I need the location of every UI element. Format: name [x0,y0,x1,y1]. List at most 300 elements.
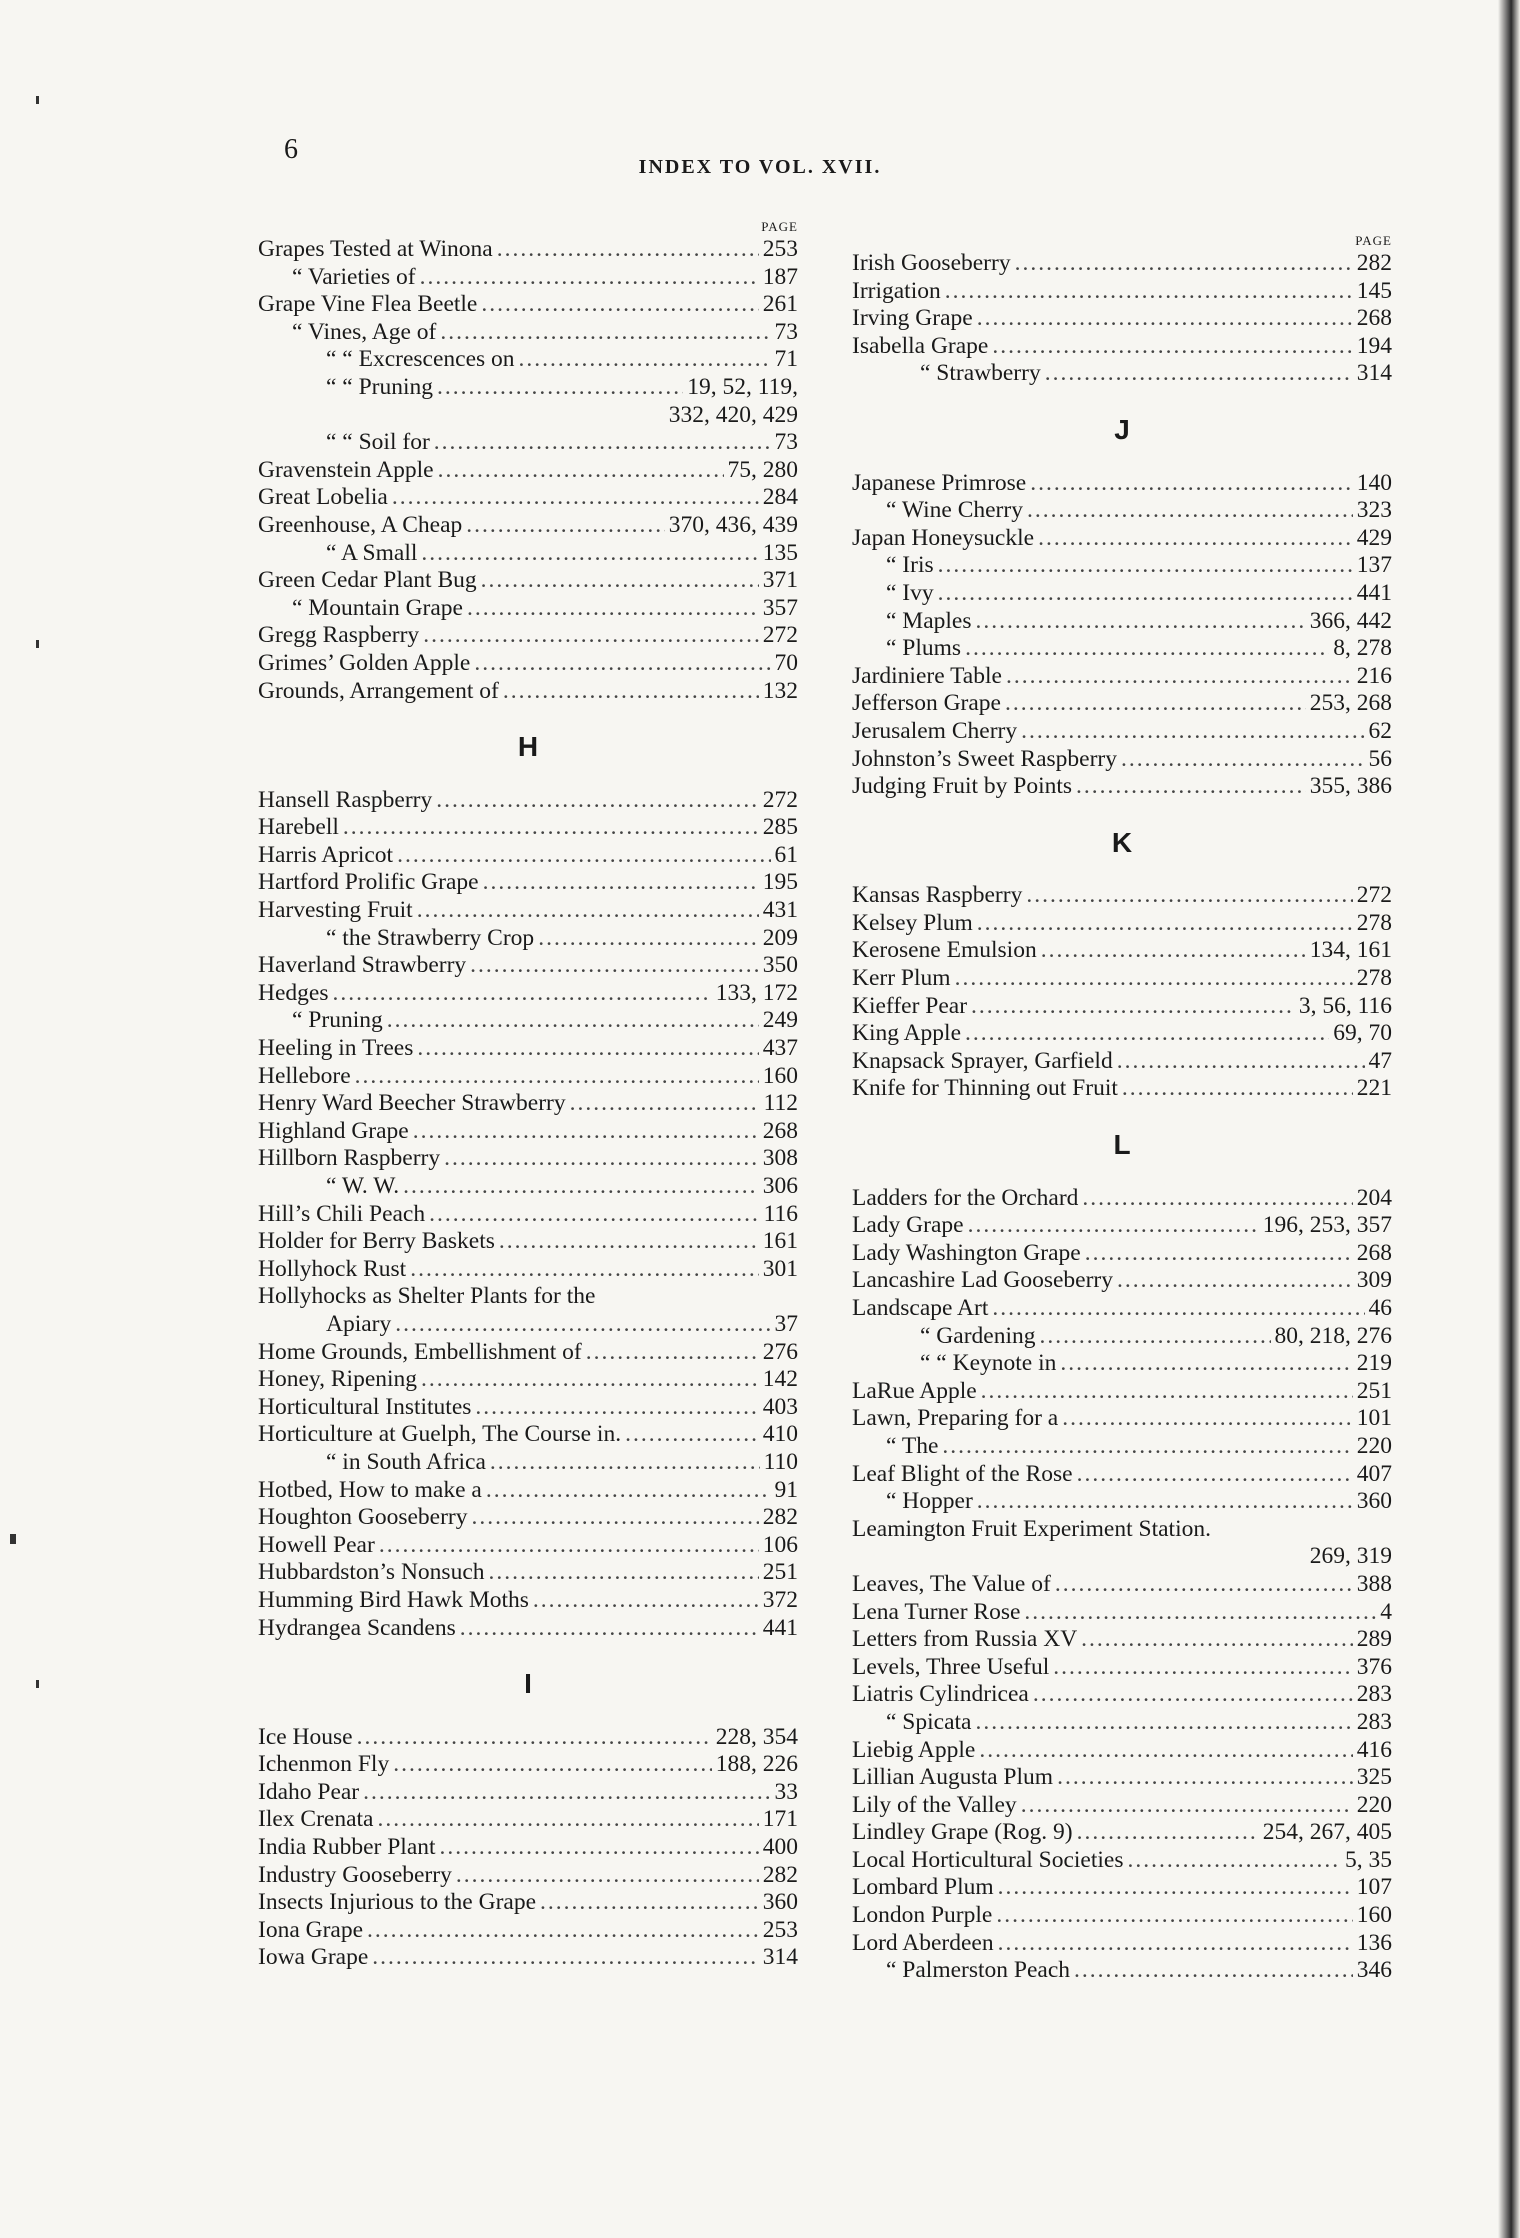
entry-title: Kerr Plum [852,965,951,992]
entry-page-numbers: 376 [1356,1653,1392,1680]
dot-leader [955,965,1353,993]
dot-leader [965,635,1329,663]
entry-page-numbers: 309 [1356,1267,1392,1294]
index-entry [258,897,798,925]
index-entry [258,650,798,678]
index-entry [258,484,798,512]
entry-title: Harebell [258,814,339,841]
entry-page-numbers: 33 [774,1778,798,1805]
entry-title: Local Horticultural Societies [852,1846,1124,1873]
entry-title: Hill’s Chili Peach [258,1200,426,1227]
index-entry [258,1035,798,1063]
entry-title: Home Grounds, Embellishment of [258,1338,582,1365]
entry-page-numbers: 360 [762,1889,798,1916]
dot-leader [1057,1764,1353,1792]
entry-page-numbers: 282 [1356,250,1392,276]
dot-leader [1127,1847,1341,1875]
entry-page-numbers: 133, 172 [715,979,798,1006]
dot-leader [343,814,759,842]
entry-page-numbers: 5, 35 [1345,1846,1392,1873]
index-entry [852,993,1392,1021]
entry-title: Hollyhock Rust [258,1255,407,1282]
entry-title: Ilex Crenata [258,1806,374,1833]
entry-title: Japanese Primrose [852,469,1027,496]
dot-leader [992,333,1352,361]
index-entry [258,236,798,264]
index-entry [852,305,1392,333]
index-entry [852,910,1392,938]
dot-leader [971,993,1295,1021]
entry-page-numbers: 360 [1356,1488,1392,1515]
dot-leader [977,305,1353,333]
entry-page-numbers: 112 [763,1090,798,1117]
index-entry [258,512,798,540]
index-entry [258,1256,798,1284]
index-entry [852,937,1392,965]
index-entry [258,291,798,319]
index-entry [852,278,1392,306]
entry-page-numbers: 46 [1368,1295,1392,1321]
section-heading-i: I [524,1668,532,1700]
entry-title: Horticulture at Guelph, The Course in. [258,1421,622,1448]
entry-title: “ Pruning [292,1007,383,1034]
index-entry [258,814,798,842]
dot-leader [977,910,1353,938]
entry-page-numbers: 19, 52, 119, [687,373,798,400]
index-entry [258,1283,798,1311]
dot-leader [474,650,770,678]
entry-page-numbers: 116 [763,1200,798,1227]
entry-page-numbers: 283 [1356,1681,1392,1708]
dot-leader [965,1020,1329,1048]
entry-page-numbers: 276 [762,1338,798,1365]
dot-leader [475,1394,758,1422]
section-heading-j: J [1114,413,1130,445]
index-column-left [258,218,798,1972]
entry-title: Hydrangea Scandens [258,1614,456,1641]
index-entry [258,980,798,1008]
entry-title: Greenhouse, A Cheap [258,511,463,538]
entry-page-numbers: 407 [1356,1460,1392,1487]
entry-title: Leaves, The Value of [852,1570,1051,1597]
entry-title: Japan Honeysuckle [852,524,1035,551]
entry-title: Irish Gooseberry [852,250,1011,276]
entry-page-numbers: 261 [762,291,798,318]
dot-leader [497,236,759,264]
dot-leader [434,429,771,457]
entry-page-numbers: 403 [762,1393,798,1420]
entry-title: Horticultural Institutes [258,1393,472,1420]
dot-leader [1117,1048,1365,1076]
entry-page-numbers: 278 [1356,909,1392,936]
entry-page-numbers: 137 [1356,552,1392,579]
entry-title: Liatris Cylindricea [852,1681,1029,1708]
dot-leader [397,842,770,870]
entry-title: Kieffer Pear [852,992,968,1019]
index-entry [258,457,798,485]
entry-title: “ Iris [886,552,934,579]
dot-leader [486,1477,771,1505]
entry-title: “ the Strawberry Crop [326,924,535,951]
entry-page-numbers: 282 [762,1861,798,1888]
dot-leader [413,1118,759,1146]
index-entry [258,1615,798,1643]
index-entry [258,1228,798,1256]
dot-leader [372,1944,758,1972]
entry-page-numbers: 132 [762,677,798,704]
entry-page-numbers: 283 [1356,1708,1392,1735]
index-entry [852,1681,1392,1709]
entry-title: “ A Small [326,539,418,566]
index-entry [852,635,1392,663]
section-heading-h: H [517,731,539,763]
entry-title: Howell Pear [258,1531,375,1558]
index-entry [852,1020,1392,1048]
dot-leader [1117,1267,1353,1295]
entry-title: Hedges [258,979,329,1006]
entry-title: Hollyhocks as Shelter Plants for the [258,1283,596,1310]
dot-leader [420,264,759,292]
entry-title: “ Maples [886,607,972,634]
entry-page-numbers: 145 [1356,277,1392,304]
index-entry [852,1240,1392,1268]
entry-page-numbers: 56 [1368,745,1392,772]
dot-leader [466,512,664,540]
entry-page-numbers: 3, 56, 116 [1298,992,1392,1019]
dot-leader [367,1917,759,1945]
entry-page-numbers: 308 [762,1145,798,1172]
dot-leader [938,580,1353,608]
index-entry [852,360,1392,388]
index-entry [852,1488,1392,1516]
entry-title: Grounds, Arrangement of [258,677,499,704]
index-entry [258,622,798,650]
index-entry [258,1751,798,1779]
entry-title: Hubbardston’s Nonsuch [258,1559,485,1586]
entry-page-numbers: 228, 354 [715,1723,798,1750]
entry-title: Industry Gooseberry [258,1861,452,1888]
dot-leader [1121,746,1364,774]
entry-page-numbers: 251 [762,1559,798,1586]
dot-leader [1077,1461,1353,1489]
dot-leader [393,1751,712,1779]
index-entry [852,1295,1392,1323]
entry-title: Lillian Augusta Plum [852,1764,1054,1791]
index-entry [852,1571,1392,1599]
index-entry [258,842,798,870]
entry-page-numbers: 301 [762,1255,798,1282]
scan-binding-edge [1498,0,1520,2238]
index-entry [258,1394,798,1422]
entry-title: “ “ Keynote in [920,1350,1057,1377]
dot-leader [1053,1654,1352,1682]
index-column-right [852,232,1392,1985]
dot-leader [538,925,759,953]
entry-page-numbers: 357 [762,594,798,621]
dot-leader [1060,1350,1352,1378]
index-entry [258,787,798,815]
entry-title: Highland Grape [258,1117,409,1144]
index-entry [258,1862,798,1890]
dot-leader [392,484,759,512]
entry-title: Ichenmon Fly [258,1751,390,1778]
index-entry [852,1847,1392,1875]
index-entry [852,1461,1392,1489]
index-entry [852,1378,1392,1406]
dot-leader [1074,1957,1353,1985]
entry-title: “ Plums [886,635,962,662]
entry-page-numbers: 332, 420, 429 [668,401,798,428]
dot-leader [379,1532,759,1560]
entry-title: Heeling in Trees [258,1035,414,1062]
entry-page-numbers: 140 [1356,469,1392,496]
index-entry [852,1957,1392,1985]
index-entry [852,1543,1392,1571]
index-entry [852,1516,1392,1544]
entry-title: Hillborn Raspberry [258,1145,441,1172]
index-entry [852,1930,1392,1958]
index-entry [852,1212,1392,1240]
entry-title: Humming Bird Hawk Moths [258,1586,529,1613]
entry-title: Holder for Berry Baskets [258,1228,495,1255]
entry-title: Kelsey Plum [852,909,973,936]
entry-title: Idaho Pear [258,1778,360,1805]
section-heading-l: L [1113,1129,1131,1161]
entry-title: Iona Grape [258,1916,364,1943]
entry-title: Grapes Tested at Winona [258,236,493,262]
dot-leader [395,1311,770,1339]
index-entry [852,552,1392,580]
entry-title: Hansell Raspberry [258,786,433,813]
entry-title: Hartford Prolific Grape [258,869,479,896]
entry-page-numbers: 323 [1356,497,1392,524]
index-entry [852,965,1392,993]
entry-page-numbers: 37 [774,1310,798,1337]
dot-leader [1015,250,1353,278]
index-entry [852,497,1392,525]
entry-page-numbers: 73 [774,429,798,456]
entry-page-numbers: 219 [1356,1350,1392,1377]
index-entry [852,1902,1392,1930]
entry-page-numbers: 282 [762,1504,798,1531]
index-entry [258,1587,798,1615]
entry-title: Haverland Strawberry [258,952,467,979]
dot-leader [357,1724,712,1752]
entry-title: Knapsack Sprayer, Garfield [852,1047,1113,1074]
index-entry [852,580,1392,608]
dot-leader [417,897,759,925]
entry-title: “ Varieties of [292,263,416,290]
entry-page-numbers: 160 [762,1062,798,1089]
dot-leader [945,278,1353,306]
dot-leader [1040,1323,1271,1351]
dot-leader [377,1806,758,1834]
entry-title: Lady Grape [852,1212,964,1239]
running-head: INDEX TO VOL. XVII. [638,156,882,178]
entry-title: Johnston’s Sweet Raspberry [852,745,1118,772]
dot-leader [533,1587,759,1615]
entry-title: LaRue Apple [852,1377,977,1404]
dot-leader [440,319,770,347]
dot-leader [1030,470,1353,498]
index-entry [852,718,1392,746]
entry-title: Leaf Blight of the Rose [852,1460,1073,1487]
dot-leader [979,1737,1352,1765]
entry-title: Kansas Raspberry [852,882,1023,909]
entry-title: “ The [886,1432,939,1459]
entry-page-numbers: 187 [762,263,798,290]
entry-page-numbers: 410 [762,1421,798,1448]
entry-title: “ Mountain Grape [292,594,463,621]
entry-title: Grape Vine Flea Beetle [258,291,478,318]
entry-page-numbers: 284 [762,484,798,511]
entry-page-numbers: 429 [1356,524,1392,551]
entry-title: “ “ Excrescences on [326,346,515,373]
index-entry [258,540,798,568]
entry-page-numbers: 80, 218, 276 [1274,1322,1392,1349]
index-entry [258,1007,798,1035]
index-entry [258,402,798,430]
entry-page-numbers: 437 [762,1035,798,1062]
dot-leader [423,622,759,650]
dot-leader [438,457,724,485]
dot-leader [938,552,1353,580]
section-heading-k: K [1111,826,1133,858]
entry-title: “ Vines, Age of [292,318,437,345]
entry-title: Jefferson Grape [852,690,1001,717]
index-entry [258,264,798,292]
entry-page-numbers: 314 [1356,360,1392,387]
index-entry [258,1118,798,1146]
entry-title: Leamington Fruit Experiment Station. [852,1515,1211,1542]
entry-title: London Purple [852,1902,993,1929]
dot-leader [1041,937,1306,965]
entry-title: Honey, Ripening [258,1366,418,1393]
entry-title: Liebig Apple [852,1736,976,1763]
entry-page-numbers: 254, 267, 405 [1262,1819,1392,1846]
dot-leader [1122,1075,1353,1103]
entry-page-numbers: 441 [1356,579,1392,606]
dot-leader [483,869,759,897]
index-entry [852,1626,1392,1654]
index-entry [258,1834,798,1862]
dot-leader [1005,690,1306,718]
index-entry [258,1449,798,1477]
entry-page-numbers: 253 [762,236,798,262]
index-entry [258,1339,798,1367]
index-entry [852,470,1392,498]
entry-page-numbers: 71 [774,346,798,373]
index-entry [258,1201,798,1229]
index-entry [258,429,798,457]
index-entry [852,1737,1392,1765]
index-entry [852,1350,1392,1378]
dot-leader [586,1339,759,1367]
dot-leader [460,1615,759,1643]
dot-leader [1081,1626,1353,1654]
index-entry [852,746,1392,774]
index-entry [258,374,798,402]
entry-title: Great Lobelia [258,484,388,511]
entry-page-numbers: 285 [762,814,798,841]
entry-page-numbers: 355, 386 [1309,773,1392,800]
index-entry [852,690,1392,718]
dot-leader [992,1295,1364,1323]
entry-page-numbers: 306 [762,1173,798,1199]
dot-leader [977,1488,1353,1516]
entry-page-numbers: 4 [1380,1598,1392,1625]
entry-page-numbers: 160 [1356,1902,1392,1929]
entry-page-numbers: 251 [1356,1377,1392,1404]
entry-title: Harris Apricot [258,841,394,868]
entry-title: “ “ Soil for [326,429,430,456]
index-entry [258,1532,798,1560]
page-column-label: PAGE [1355,233,1392,248]
entry-page-numbers: 188, 226 [715,1751,798,1778]
entry-title: Gregg Raspberry [258,622,420,649]
entry-page-numbers: 142 [762,1366,798,1393]
entry-page-numbers: 195 [762,869,798,896]
dot-leader [429,1201,760,1229]
entry-page-numbers: 161 [762,1228,798,1255]
entry-page-numbers: 350 [762,952,798,979]
entry-page-numbers: 372 [762,1586,798,1613]
scan-speck [36,96,39,104]
index-entry [258,1917,798,1945]
dot-leader [942,1433,1352,1461]
entry-title: Houghton Gooseberry [258,1504,468,1531]
dot-leader [332,980,711,1008]
entry-page-numbers: 194 [1356,332,1392,359]
dot-leader [1085,1240,1353,1268]
entry-page-numbers: 107 [1356,1874,1392,1901]
dot-leader [1062,1405,1353,1433]
entry-title: Hellebore [258,1062,351,1089]
entry-page-numbers: 441 [762,1614,798,1641]
entry-page-numbers: 220 [1356,1432,1392,1459]
entry-page-numbers: 249 [762,1007,798,1034]
entry-page-numbers: 171 [762,1806,798,1833]
dot-leader [998,1930,1353,1958]
entry-title: “ Strawberry [920,360,1041,387]
index-entry [258,1724,798,1752]
dot-leader [440,1834,759,1862]
page-number: 6 [284,134,298,165]
index-entry [258,1063,798,1091]
entry-title: “ Palmerston Peach [886,1957,1071,1984]
entry-title: Landscape Art [852,1295,989,1321]
dot-leader [481,567,759,595]
entry-page-numbers: 134, 161 [1309,937,1392,964]
entry-title: Lindley Grape (Rog. 9) [852,1819,1073,1846]
entry-page-numbers: 69, 70 [1333,1020,1392,1047]
entry-page-numbers: 47 [1368,1047,1392,1074]
index-entry [258,595,798,623]
entry-title: Green Cedar Plant Bug [258,567,477,594]
dot-leader [1027,497,1353,525]
dot-leader [503,678,759,706]
index-entry [258,1889,798,1917]
index-entry [258,1806,798,1834]
dot-leader [968,1212,1259,1240]
entry-title: “ “ Pruning [326,373,434,400]
entry-title: Irrigation [852,277,941,304]
entry-page-numbers: 268 [1356,305,1392,332]
dot-leader [1026,882,1352,910]
entry-title: Lady Washington Grape [852,1239,1081,1266]
entry-title: India Rubber Plant [258,1834,436,1861]
entry-title: Insects Injurious to the Grape [258,1889,537,1916]
